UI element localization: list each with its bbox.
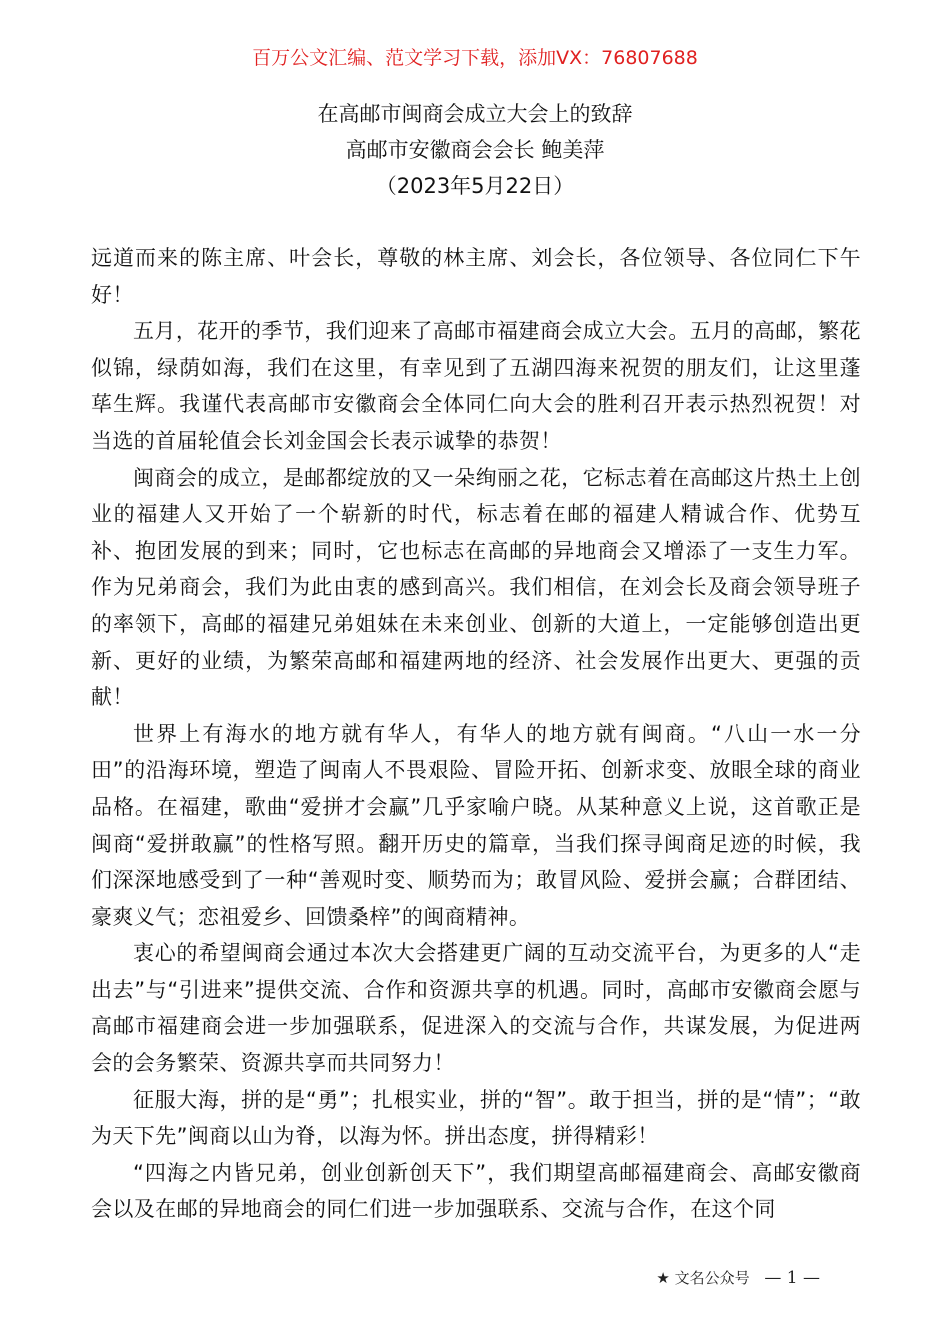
paragraph: “四海之内皆兄弟，创业创新创天下”，我们期望高邮福建商会、高邮安徽商会以及在邮的异地商会的同仁们进一步加强联系、交流与合作，在这个同: [91, 1160, 861, 1222]
footer-source: ★ 文名公众号: [656, 1269, 750, 1287]
paragraph: 五月，花开的季节，我们迎来了高邮市福建商会成立大会。五月的高邮，繁花似锦，绿荫如海，我们在这里，有幸见到了五湖四海来祝贺的朋友们，让这里蓬荜生辉。我谨代表高邮市安徽商会全体同仁向大会的胜利召开表示热烈祝贺！对当选的首届轮值会长刘金国会长表示诚挚的恭贺！: [91, 319, 861, 453]
page-number: — 1 —: [764, 1268, 820, 1288]
speech-author: 高邮市安徽商会会长 鲍美萍: [345, 138, 605, 162]
paragraph: 衷心的希望闽商会通过本次大会搭建更广阔的互动交流平台，为更多的人“走出去”与“引进来”提供交流、合作和资源共享的机遇。同时，高邮市安徽商会愿与高邮市福建商会进一步加强联系，促进深入的交流与合作，共谋发展，为促进两会的会务繁荣、资源共享而共同努力！: [91, 941, 861, 1076]
speech-body: [91, 240, 861, 1228]
title-block: [0, 96, 950, 204]
paragraph: 征服大海，拼的是“勇”；扎根实业，拼的“智”。敢于担当，拼的是“情”；“敢为天下先”闽商以山为脊，以海为怀。拼出态度，拼得精彩！: [91, 1087, 861, 1149]
promo-banner: 百万公文汇编、范文学习下载，添加VX：76807688: [252, 47, 698, 69]
paragraph: 世界上有海水的地方就有华人，有华人的地方就有闽商。“八山一水一分田”的沿海环境，塑造了闽南人不畏艰险、冒险开拓、创新求变、放眼全球的商业品格。在福建，歌曲“爱拼才会赢”几乎家喻户晓。从某种意义上说，这首歌正是闽商“爱拼敢赢”的性格写照。翻开历史的篇章，当我们探寻闽商足迹的时候，我们深深地感受到了一种“善观时变、顺势而为；敢冒风险、爱拼会赢；合群团结、豪爽义气；恋祖爱乡、回馈桑梓”的闽商精神。: [91, 721, 861, 929]
speech-title: 在高邮市闽商会成立大会上的致辞: [317, 102, 633, 126]
paragraph: 闽商会的成立，是邮都绽放的又一朵绚丽之花，它标志着在高邮这片热土上创业的福建人又开始了一个崭新的时代，标志着在邮的福建人精诚合作、优势互补、抱团发展的到来；同时，它也标志在高邮的异地商会又增添了一支生力军。作为兄弟商会，我们为此由衷的感到高兴。我们相信，在刘会长及商会领导班子的率领下，高邮的福建兄弟姐妹在未来创业、创新的大道上，一定能够创造出更新、更好的业绩，为繁荣高邮和福建两地的经济、社会发展作出更大、更强的贡献！: [91, 465, 861, 710]
page-footer: [656, 1266, 820, 1290]
speech-date: （2023年5月22日）: [375, 174, 575, 198]
paragraph-greeting: 远道而来的陈主席、叶会长，尊敬的林主席、刘会长，各位领导、各位同仁下午好！: [91, 246, 861, 307]
